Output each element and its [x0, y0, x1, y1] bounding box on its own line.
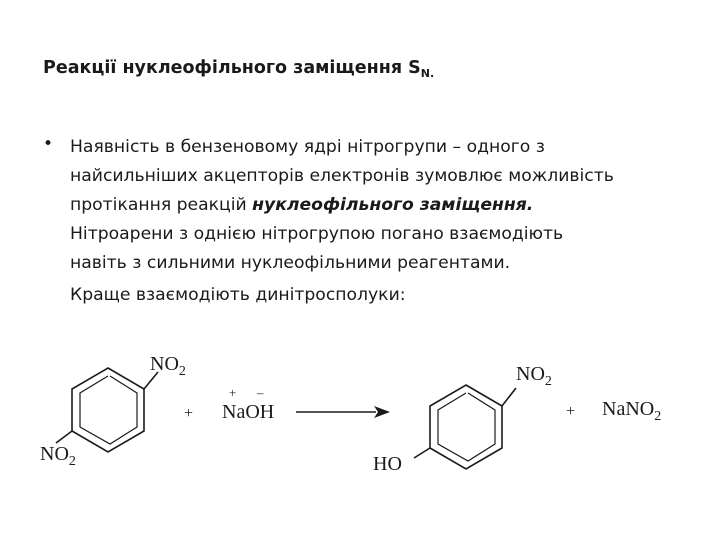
aromatic-inner-ring	[80, 376, 137, 444]
paragraph-line-4: Нітроарени з однією нітрогрупою погано взаємодіють	[70, 224, 564, 244]
nitrophenol-structure	[414, 385, 516, 469]
aromatic-inner-ring	[438, 393, 495, 461]
plus-sign-2: +	[566, 403, 576, 420]
nano2-label: NaNO$_2$	[602, 398, 662, 424]
reaction-arrow	[296, 406, 390, 418]
paragraph-line-3-text: протікання реакцій	[70, 195, 253, 215]
paragraph-line-5: навіть з сильними нуклеофільними реагентами.	[70, 253, 511, 273]
bond-to-ho	[414, 448, 430, 458]
no2-top-label: $NO_2$	[150, 353, 186, 379]
bond-to-no2-bottom	[56, 431, 72, 443]
ho-label: HO	[373, 453, 402, 475]
bond-to-no2	[502, 388, 516, 406]
title-text: Реакції нуклеофільного заміщення S	[43, 58, 421, 78]
product-no2-label: $NO_2$	[516, 363, 552, 389]
paragraph-line-1: Наявність в бензеновому ядрі нітрогрупи – одного з	[70, 137, 545, 157]
emphasis-term: нуклеофільного заміщення.	[252, 195, 534, 215]
bullet-marker: •	[43, 134, 54, 154]
naoh-label: NaOH	[222, 401, 275, 423]
oh-charge-minus: –	[257, 385, 264, 400]
paragraph-line-6: Краще взаємодіють динітросполуки:	[70, 285, 406, 305]
paragraph-line-2: найсильніших акцепторів електронів зумовлює можливість	[70, 166, 614, 186]
dinitrobenzene-structure	[56, 368, 158, 452]
benzene-ring	[430, 385, 502, 469]
benzene-ring	[72, 368, 144, 452]
title-subscript: N.	[420, 67, 435, 80]
na-charge-plus: +	[229, 385, 237, 400]
no2-bottom-label: $NO_2$	[40, 443, 76, 469]
plus-sign-1: +	[184, 405, 194, 422]
